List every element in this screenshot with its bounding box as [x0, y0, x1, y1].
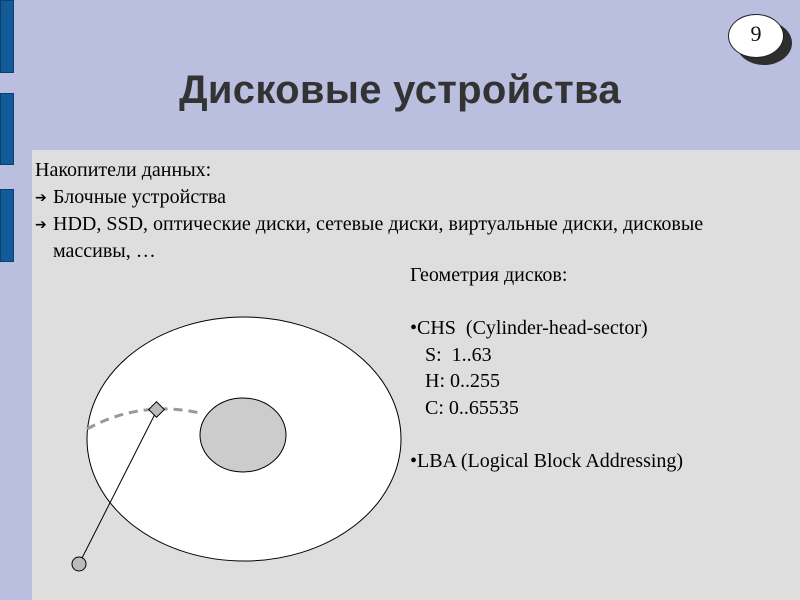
- arrow-bullet-icon: ➔: [35, 190, 47, 206]
- intro-heading: Накопители данных:: [35, 159, 212, 181]
- arrow-bullet-icon: ➔: [35, 217, 47, 233]
- cylinder-range: C: 0..65535: [410, 396, 519, 419]
- slide-number: 9: [728, 14, 784, 58]
- chs-item: •CHS (Cylinder-head-sector): [410, 317, 648, 339]
- bullet-text: Блочные устройства: [53, 186, 226, 208]
- geometry-title: Геометрия дисков:: [410, 264, 568, 286]
- bullet-text: HDD, SSD, оптические диски, сетевые диски, виртуальные диски, дисковые массивы, …: [53, 213, 704, 262]
- lba-item: •LBA (Logical Block Addressing): [410, 449, 684, 472]
- head-range: H: 0..255: [410, 370, 500, 392]
- disk-spindle: [200, 398, 286, 472]
- actuator-pivot: [72, 557, 86, 571]
- slide-title: Дисковые устройства: [179, 68, 621, 112]
- sector-range: S: 1..63: [410, 343, 492, 366]
